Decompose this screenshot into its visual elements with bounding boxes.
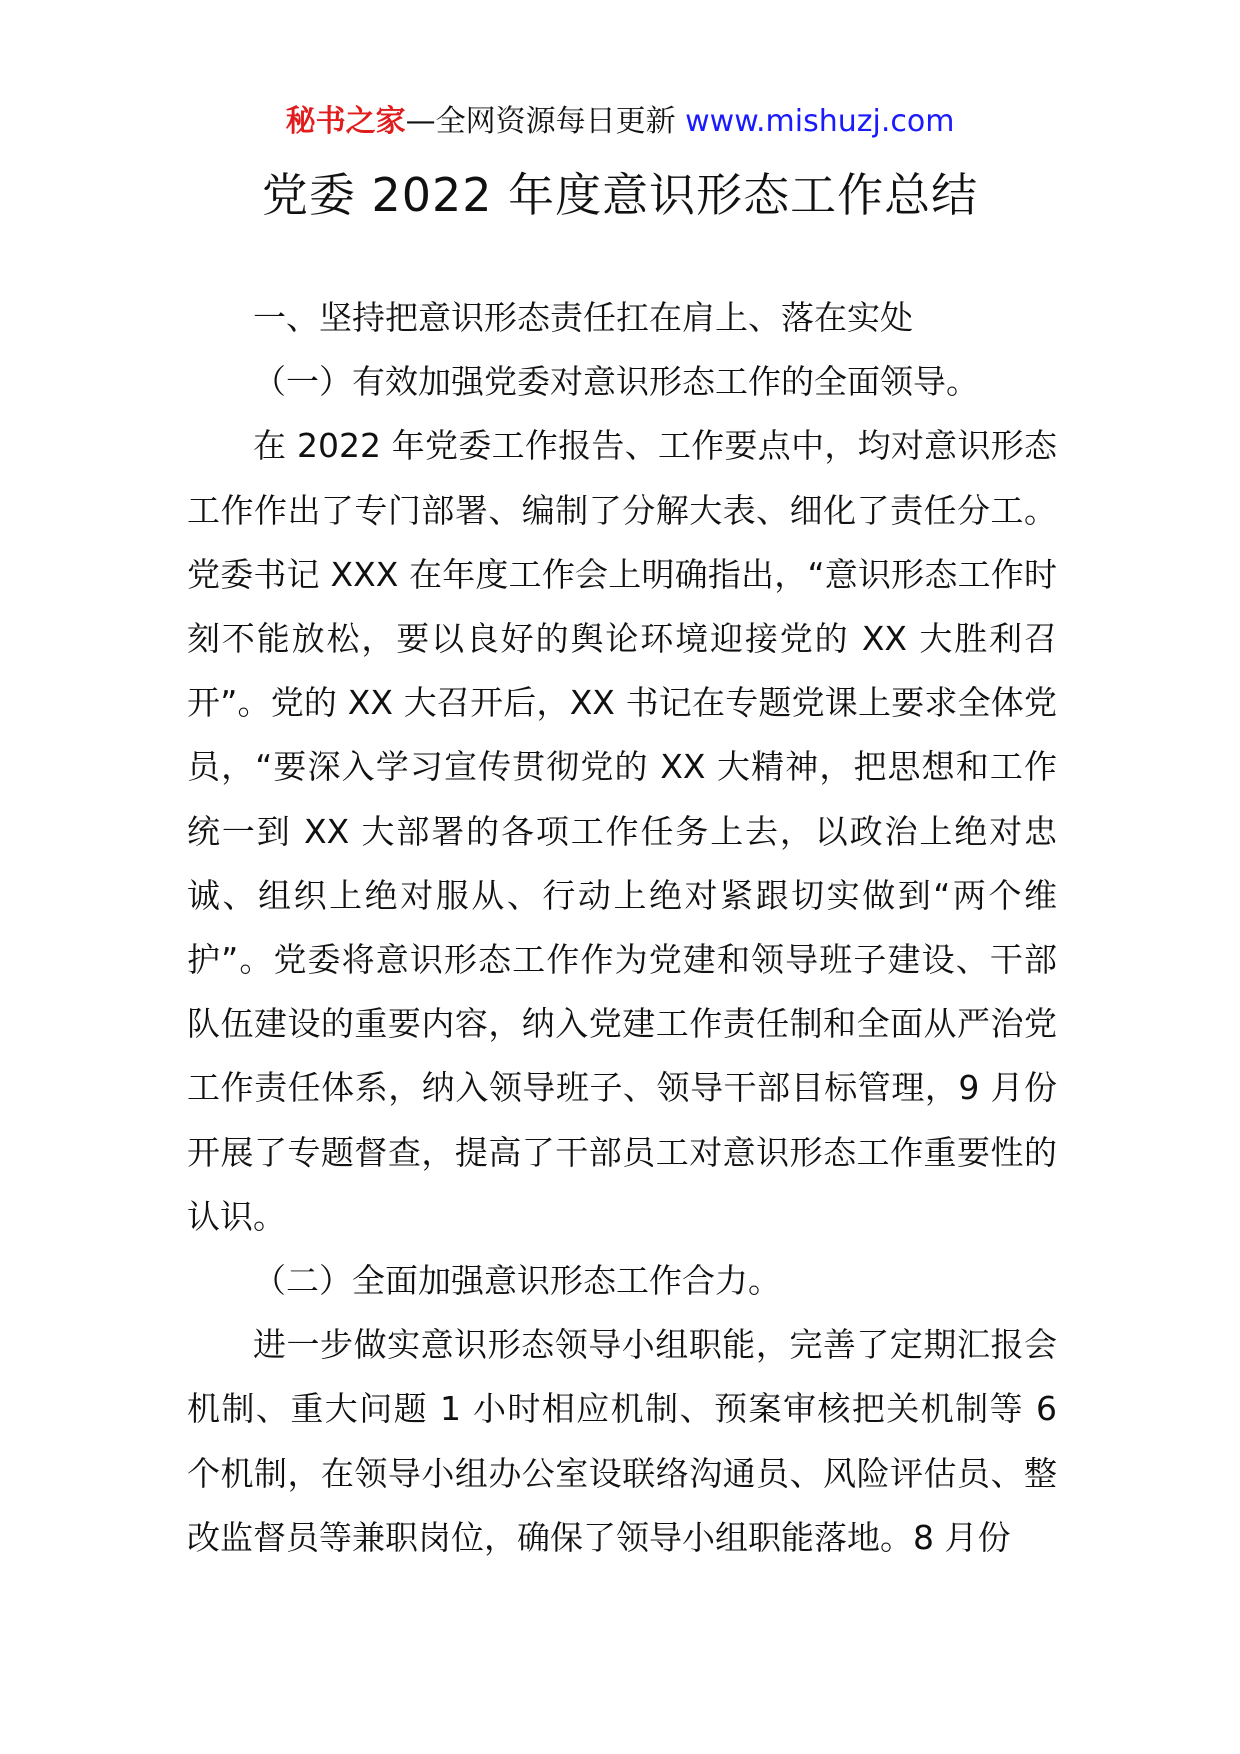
subsection-heading-2: （二）全面加强意识形态工作合力。 [253, 1261, 781, 1301]
brand-name: 秘书之家 [285, 104, 406, 139]
subsection-heading-1: （一）有效加强党委对意识形态工作的全面领导。 [253, 362, 979, 402]
watermark-header [0, 100, 1240, 144]
header-tagline: —全网资源每日更新 [405, 104, 676, 139]
body-paragraph-1: 在 2022 年党委工作报告、工作要点中，均对意识形态工作作出了专门部署、编制了分解大表、细化了责任分工。党委书记 XXX 在年度工作会上明确指出，“意识形态工作时刻不能放松，要以良好的舆论环境迎接党的 XX 大胜利召开”。党的 XX 大召开后，XX 书记在专题党课上要求全体党员，“要深入学习宣传贯彻党的 XX 大精神，把思想和工作统一到 XX 大部署的各项工作任务上去，以政治上绝对忠诚、组织上绝对服从、行动上绝对紧跟切实做到“两个维护”。党委将意识形态工作作为党建和领导班子建设、干部队伍建设的重要内容，纳入党建工作责任制和全面从严治党工作责任体系，纳入领导班子、领导干部目标管理，9 月份开展了专题督查，提高了干部员工对意识形态工作重要性的认识。 [187, 426, 1057, 1236]
document-body [187, 286, 1057, 1570]
website-link[interactable]: www.mishuzj.com [685, 104, 955, 139]
section-heading-1: 一、坚持把意识形态责任扛在肩上、落在实处 [253, 298, 913, 337]
body-paragraph-2: 进一步做实意识形态领导小组职能，完善了定期汇报会机制、重大问题 1 小时相应机制、预案审核把关机制等 6 个机制，在领导小组办公室设联络沟通员、风险评估员、整改监督员等兼职岗位，确保了领导小组职能落地。8 月份 [187, 1325, 1057, 1557]
document-title: 党委 2022 年度意识形态工作总结 [261, 168, 979, 222]
